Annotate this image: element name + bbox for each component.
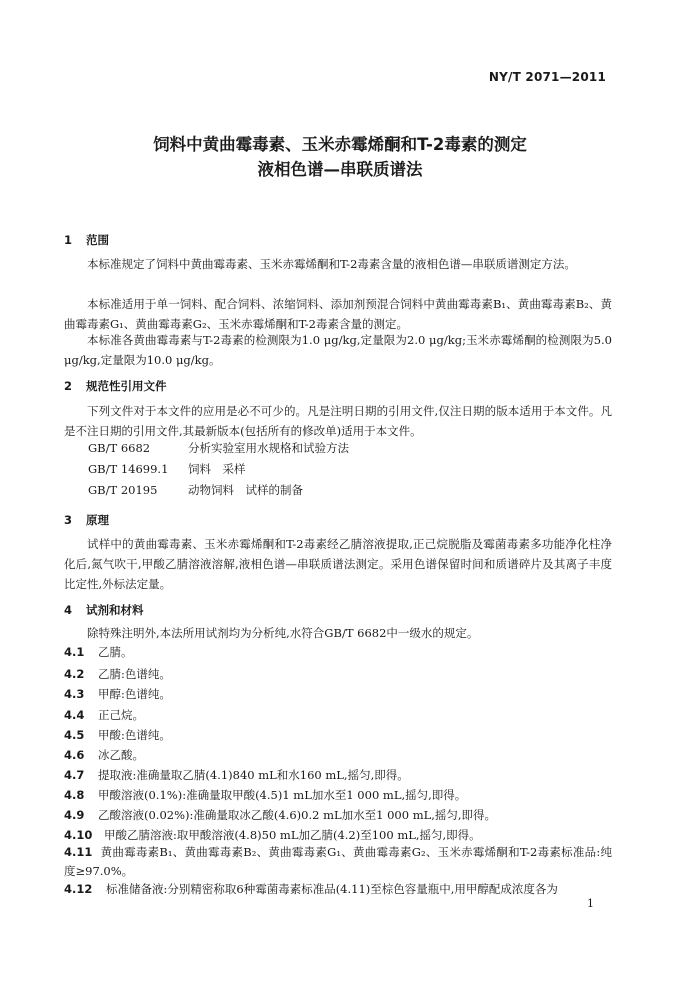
list-item <box>64 686 624 702</box>
reference-item <box>88 461 648 477</box>
title-line-1: 饲料中黄曲霉毒素、玉米赤霉烯酮和T-2毒素的测定 <box>153 135 527 154</box>
section-number: 4 <box>64 603 73 617</box>
item-number: 4.3 <box>64 687 85 701</box>
item-number: 4.4 <box>64 708 85 722</box>
item-text: 乙酸溶液(0.02%):准确量取冰乙酸(4.6)0.2 mL加水至1 000 mL,摇匀,即得。 <box>98 808 497 822</box>
item-number: 4.1 <box>64 645 85 659</box>
item-number: 4.2 <box>64 667 85 681</box>
item-number: 4.9 <box>64 808 85 822</box>
section-number: 3 <box>64 513 73 527</box>
list-item <box>64 881 624 897</box>
list-item <box>64 807 624 823</box>
item-number: 4.11 <box>64 845 93 859</box>
item-number: 4.5 <box>64 728 85 742</box>
item-text: 黄曲霉毒素B₁、黄曲霉毒素B₂、黄曲霉毒素G₁、黄曲霉毒素G₂、玉米赤霉烯酮和T-2毒素标准品:纯度≥97.0%。 <box>64 845 612 878</box>
section-3-heading <box>64 512 109 528</box>
item-text: 标准储备液:分别精密称取6种霉菌毒素标准品(4.11)至棕色容量瓶中,用甲醇配成浓度各为 <box>106 882 558 896</box>
reference-code: GB/T 20195 <box>88 483 158 497</box>
section-3-paragraph-1: 试样中的黄曲霉毒素、玉米赤霉烯酮和T-2毒素经乙腈溶液提取,正己烷脱脂及霉菌毒素多功能净化柱净化后,氮气吹干,甲酸乙腈溶液溶解,液相色谱—串联质谱法测定。采用色谱保留时间和质谱碎片及其离子丰度比定性,外标法定量。 <box>64 537 612 591</box>
reference-item <box>88 440 648 456</box>
reference-title: 分析实验室用水规格和试验方法 <box>188 441 349 455</box>
page-number: 1 <box>587 897 594 910</box>
section-1-heading <box>64 232 109 248</box>
reference-code: GB/T 14699.1 <box>88 462 169 476</box>
item-number: 4.10 <box>64 828 93 842</box>
reference-item <box>88 482 648 498</box>
list-item <box>64 666 624 682</box>
list-item <box>64 747 624 763</box>
section-1-paragraph-3: 本标准各黄曲霉毒素与T-2毒素的检测限为1.0 μg/kg,定量限为2.0 μg/kg;玉米赤霉烯酮的检测限为5.0 μg/kg,定量限为10.0 μg/kg。 <box>64 333 612 367</box>
section-2-paragraph-1: 下列文件对于本文件的应用是必不可少的。凡是注明日期的引用文件,仅注日期的版本适用于本文件。凡是不注日期的引用文件,其最新版本(包括所有的修改单)适用于本文件。 <box>64 404 612 438</box>
title-line-2: 液相色谱—串联质谱法 <box>257 160 423 179</box>
item-text: 冰乙酸。 <box>98 748 144 762</box>
section-title: 原理 <box>86 513 109 527</box>
reference-title: 动物饲料 试样的制备 <box>188 483 303 497</box>
list-item <box>64 727 624 743</box>
reference-code: GB/T 6682 <box>88 441 151 455</box>
list-item <box>64 707 624 723</box>
list-item <box>64 644 624 660</box>
section-1-paragraph-2: 本标准适用于单一饲料、配合饲料、浓缩饲料、添加剂预混合饲料中黄曲霉毒素B₁、黄曲霉毒素B₂、黄曲霉毒素G₁、黄曲霉毒素G₂、玉米赤霉烯酮和T-2毒素含量的测定。 <box>64 297 612 331</box>
section-4-paragraph-1: 除特殊注明外,本法所用试剂均为分析纯,水符合GB/T 6682中一级水的规定。 <box>87 626 479 640</box>
section-1-paragraph-1: 本标准规定了饲料中黄曲霉毒素、玉米赤霉烯酮和T-2毒素含量的液相色谱—串联质谱测定方法。 <box>87 257 576 271</box>
section-title: 范围 <box>86 233 109 247</box>
item-text: 乙腈。 <box>98 645 133 659</box>
list-item <box>64 767 624 783</box>
list-item <box>64 843 612 881</box>
section-title: 试剂和材料 <box>86 603 144 617</box>
list-item <box>64 827 624 843</box>
item-text: 甲醇:色谱纯。 <box>98 687 171 701</box>
item-text: 甲酸乙腈溶液:取甲酸溶液(4.8)50 mL加乙腈(4.2)至100 mL,摇匀,即得。 <box>104 828 481 842</box>
section-number: 2 <box>64 379 73 393</box>
item-number: 4.7 <box>64 768 85 782</box>
item-text: 乙腈:色谱纯。 <box>98 667 171 681</box>
list-item <box>64 787 624 803</box>
item-number: 4.12 <box>64 882 93 896</box>
item-number: 4.8 <box>64 788 85 802</box>
standard-number: NY/T 2071—2011 <box>488 70 606 84</box>
section-4-heading <box>64 602 144 618</box>
item-text: 甲酸:色谱纯。 <box>98 728 171 742</box>
item-number: 4.6 <box>64 748 85 762</box>
item-text: 正己烷。 <box>98 708 144 722</box>
reference-title: 饲料 采样 <box>188 462 246 476</box>
section-2-heading <box>64 378 167 394</box>
item-text: 甲酸溶液(0.1%):准确量取甲酸(4.5)1 mL加水至1 000 mL,摇匀,即得。 <box>98 788 467 802</box>
section-number: 1 <box>64 233 73 247</box>
section-title: 规范性引用文件 <box>86 379 167 393</box>
document-title <box>0 132 680 182</box>
item-text: 提取液:准确量取乙腈(4.1)840 mL和水160 mL,摇匀,即得。 <box>98 768 409 782</box>
